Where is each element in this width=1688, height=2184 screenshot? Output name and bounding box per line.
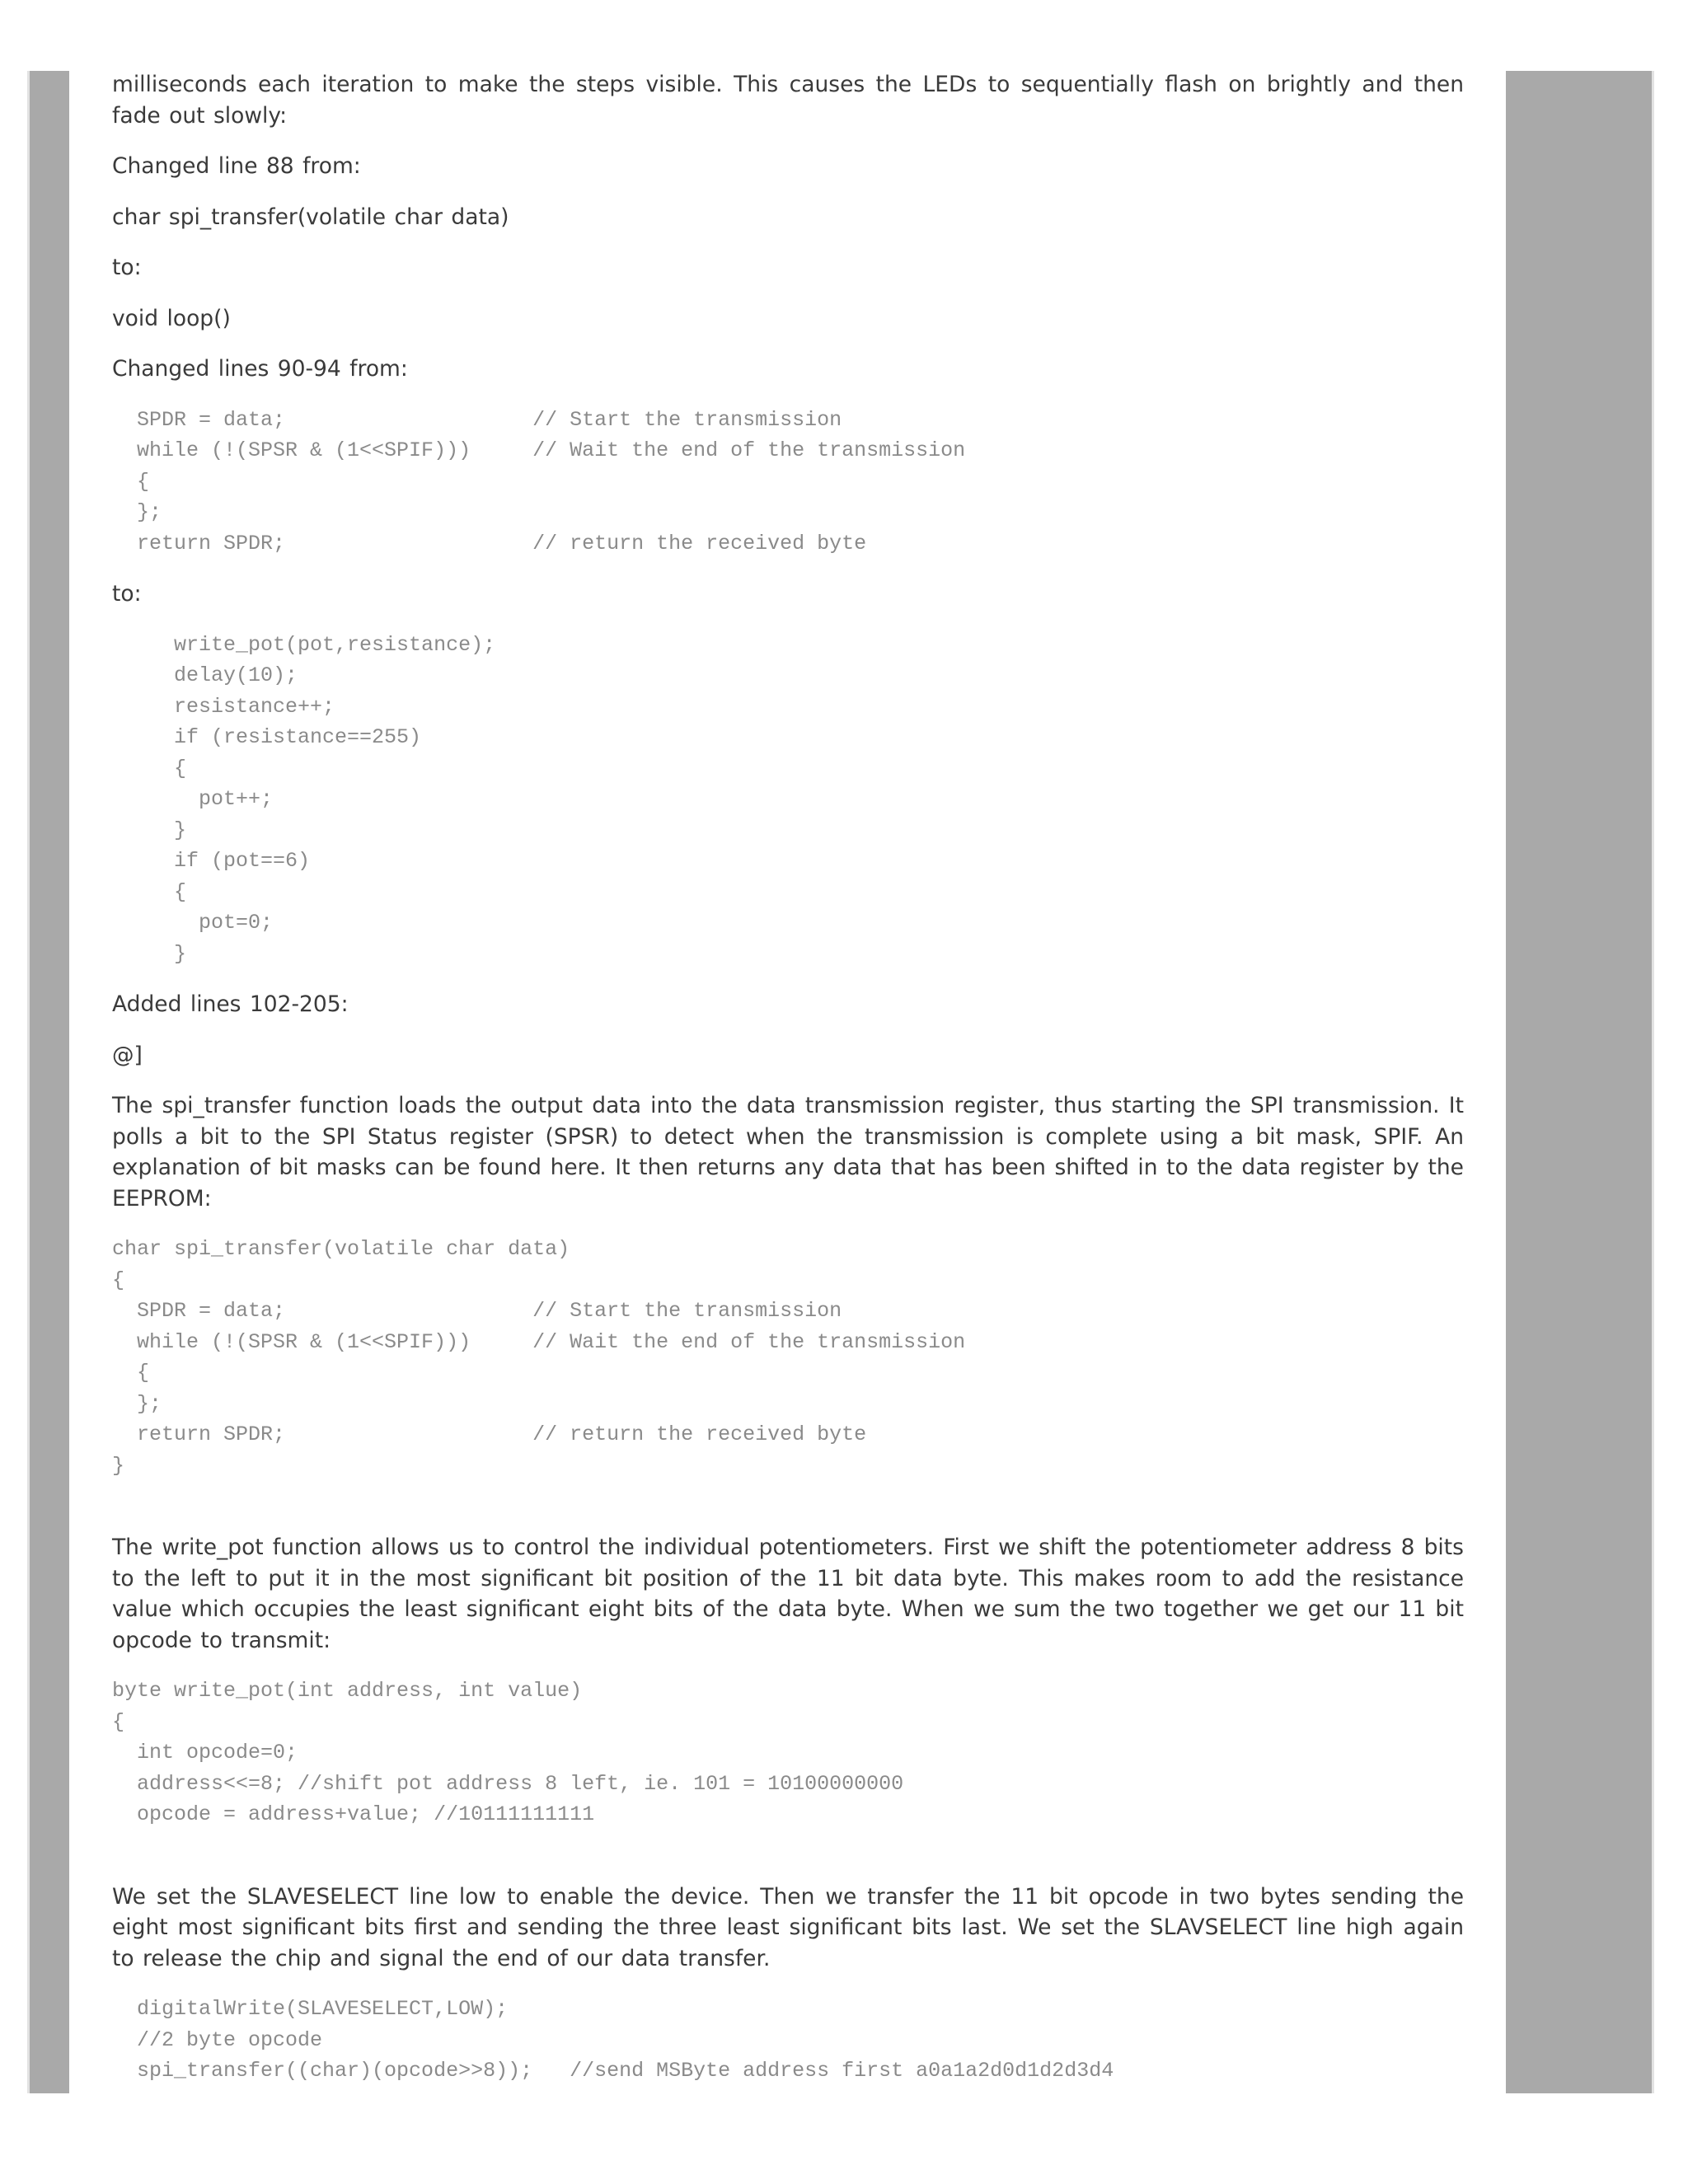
paragraph-at-bracket: @] — [112, 1042, 143, 1068]
code-block-spdr: SPDR = data; // Start the transmission while (!(SPSR & (1<<SPIF))) // Wait the end of the transmission { }; return SPDR; // return the received byte — [137, 407, 966, 555]
document-body — [112, 69, 1464, 2107]
spacer — [112, 1850, 1464, 1882]
code-block-digitalwrite: digitalWrite(SLAVESELECT,LOW); //2 byte opcode spi_transfer((char)(opcode>>8)); //send MSByte address first a0a1a2d0d1d2d3d4 — [137, 1997, 1114, 2083]
code-block-write-pot-loop: write_pot(pot,resistance); delay(10); resistance++; if (resistance==255) { pot++; } if (pot==6) { pot=0; } — [174, 632, 496, 966]
paragraph-spi-transfer-explanation: The spi_transfer function loads the output data into the data transmission register, thus starting the SPI transmission. It polls a bit to the SPI Status register (SPSR) to detect when the transmission is complete using a bit mask, SPIF. An explanation of bit masks can be found here. It then returns any data that has been shifted in to the data register by the EEPROM: — [112, 1093, 1464, 1212]
left-margin-bar-edge — [27, 71, 30, 2093]
paragraph-added-lines: Added lines 102-205: — [112, 991, 349, 1017]
paragraph-changed-line-88: Changed line 88 from: — [112, 153, 361, 179]
paragraph-slaveselect-explanation: We set the SLAVESELECT line low to enable the device. Then we transfer the 11 bit opcode in two bytes sending the eight most significant bits first and sending the three least significant bits last. We set the SLAVSELECT line high again to release the chip and signal the end of our data transfer. — [112, 1883, 1464, 1971]
paragraph-changed-lines-90-94: Changed lines 90-94 from: — [112, 356, 408, 382]
right-margin-bar-edge — [1652, 71, 1654, 2093]
paragraph-write-pot-explanation: The write_pot function allows us to control the individual potentiometers. First we shift the potentiometer address 8 bits to the left to put it in the most significant bit position of the 11 bit data byte. This makes room to add the resistance value which occupies the least significant eight bits of the data byte. When we sum the two together we get our 11 bit opcode to transmit: — [112, 1535, 1464, 1653]
code-block-spi-transfer-function: char spi_transfer(volatile char data) { SPDR = data; // Start the transmission while (!(SPSR & (1<<SPIF))) // Wait the end of the transmission { }; return SPDR; // return the received byte } — [112, 1237, 966, 1478]
spacer — [112, 1501, 1464, 1532]
paragraph-to-2: to: — [112, 581, 142, 607]
left-margin-bar — [27, 71, 69, 2093]
paragraph-spi-transfer-signature: char spi_transfer(volatile char data) — [112, 204, 509, 230]
right-margin-bar — [1506, 71, 1654, 2093]
code-block-write-pot-function: byte write_pot(int address, int value) { int opcode=0; address<<=8; //shift pot address 8 left, ie. 101 = 10100000000 opcode = address+value; //10111111111 — [112, 1679, 904, 1826]
paragraph-void-loop: void loop() — [112, 305, 231, 331]
paragraph-to-1: to: — [112, 255, 142, 280]
paragraph-milliseconds: milliseconds each iteration to make the steps visible. This causes the LEDs to sequentially flash on brightly and then fade out slowly: — [112, 72, 1464, 129]
